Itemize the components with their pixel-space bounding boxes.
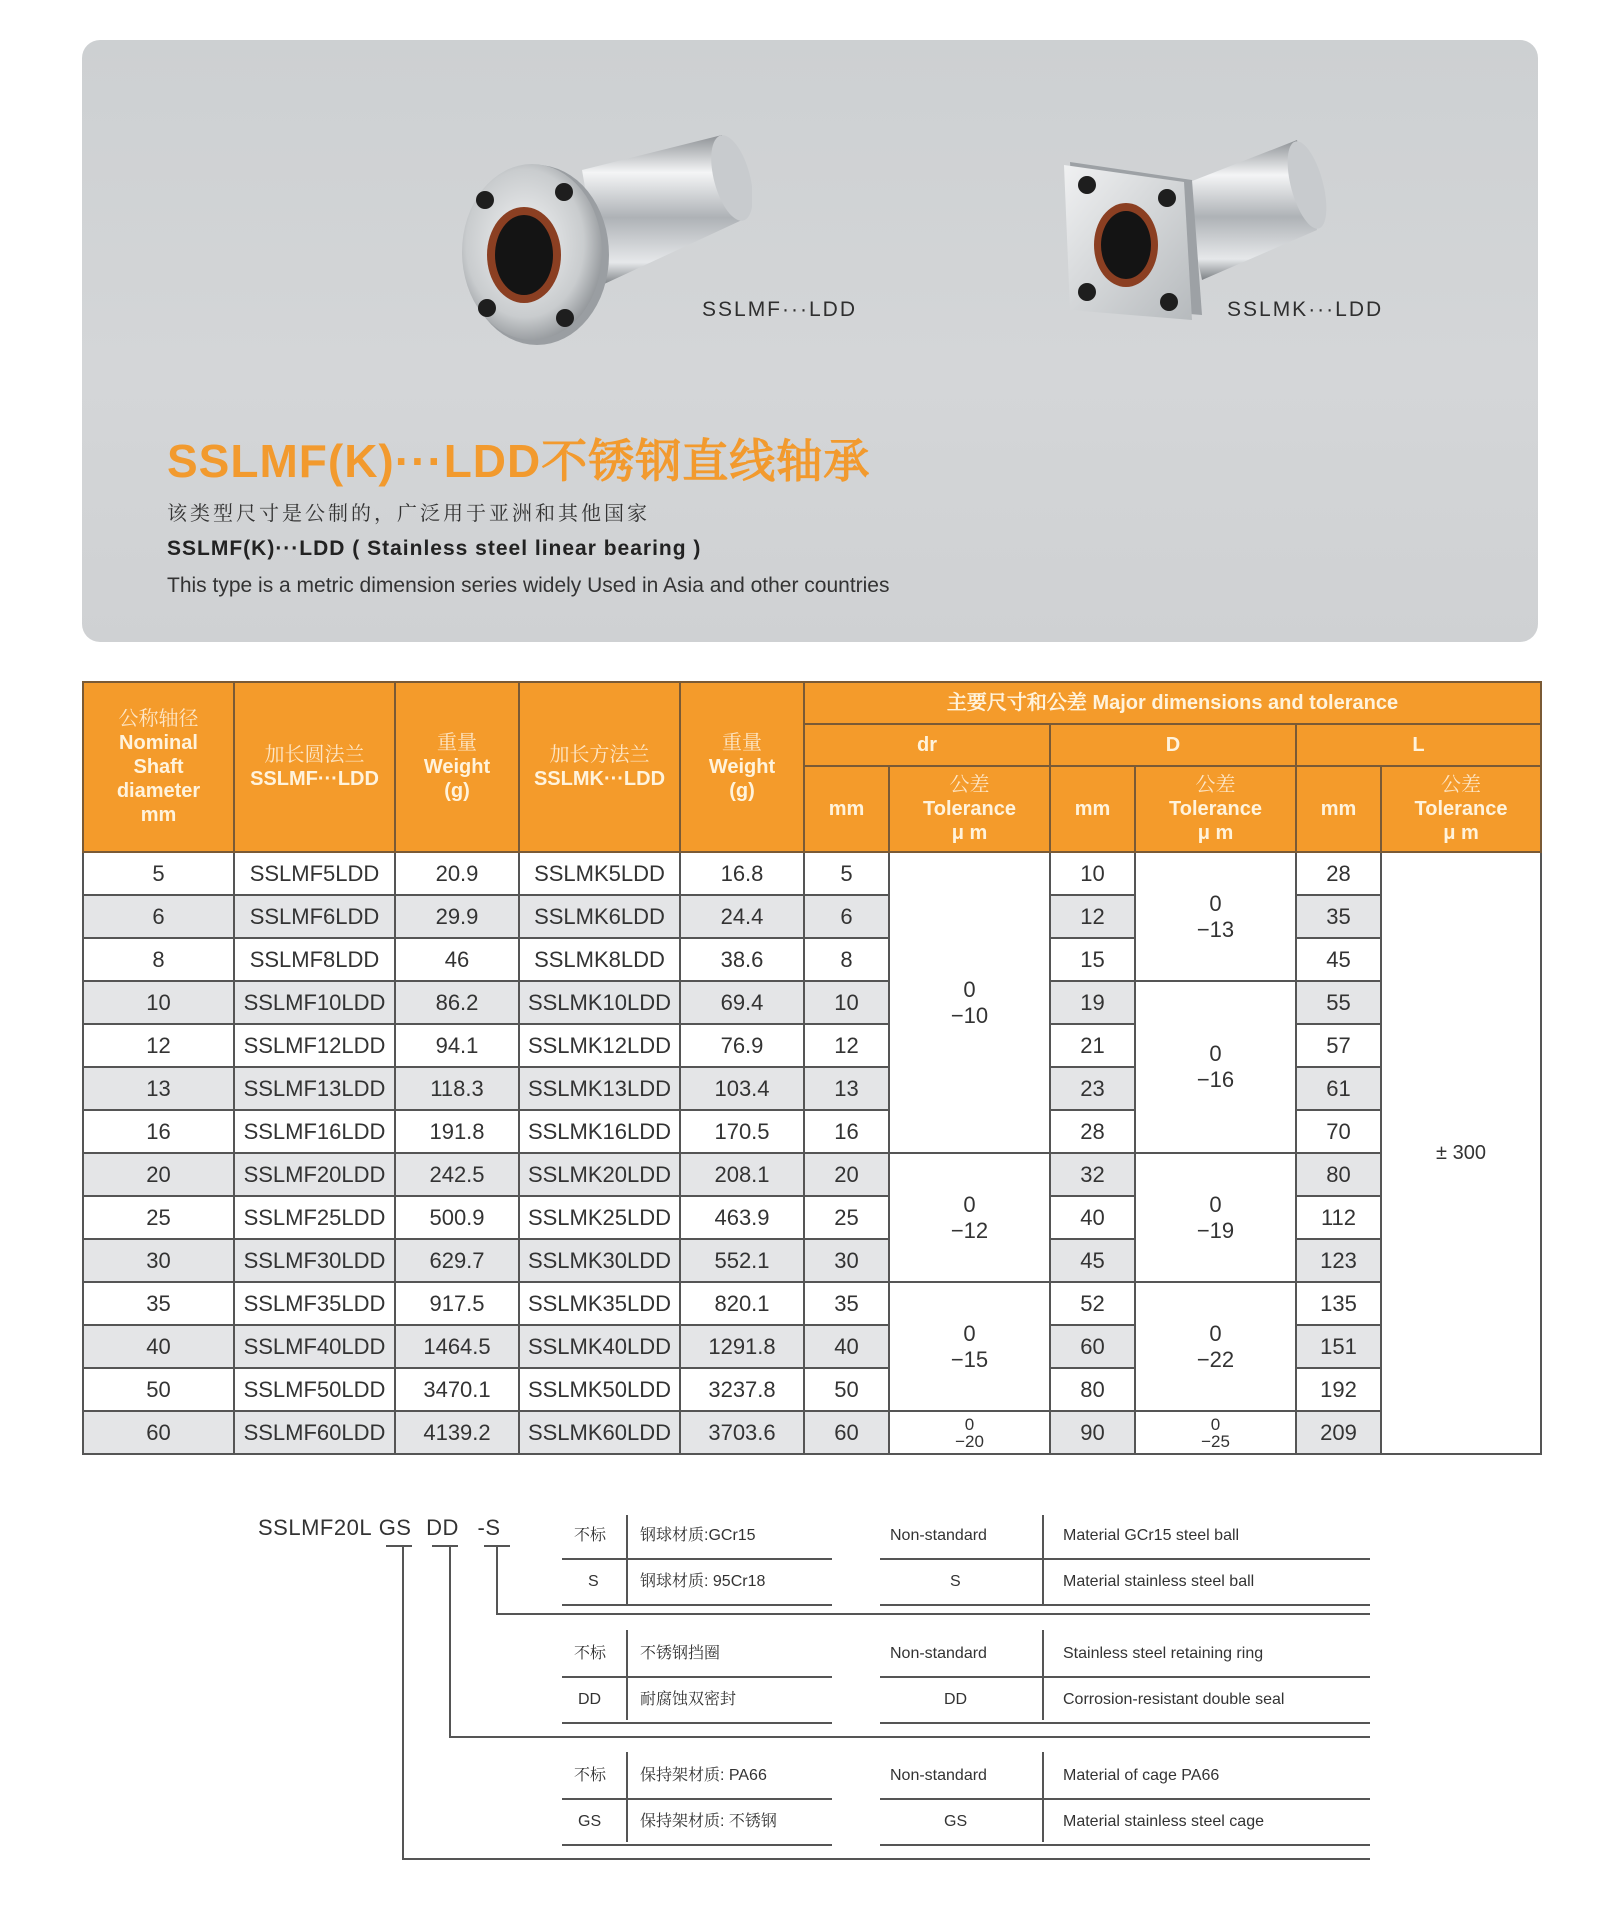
table-row (83, 1239, 1541, 1282)
cell-dr-tolerance: 0 −20 (889, 1411, 1050, 1454)
cell-square-model: SSLMK13LDD (519, 1067, 680, 1110)
table-row (83, 1067, 1541, 1110)
cell-weight-square: 24.4 (680, 895, 804, 938)
separator (1042, 1630, 1044, 1720)
header-L-mm: mm (1296, 766, 1381, 852)
product-label-sslmf: SSLMF···LDD (702, 298, 858, 321)
cell-shaft: 20 (83, 1153, 234, 1196)
cell-D: 60 (1050, 1325, 1135, 1368)
code-dd: DD (426, 1515, 459, 1540)
cell-dr-tolerance: 0 −12 (889, 1153, 1050, 1282)
cell-weight-round: 242.5 (395, 1153, 519, 1196)
cell-weight-square: 463.9 (680, 1196, 804, 1239)
cell-dr: 60 (804, 1411, 889, 1454)
subtitle-chinese: 该类型尺寸是公制的，广泛用于亚洲和其他国家 (167, 503, 650, 525)
header-D-mm: mm (1050, 766, 1135, 852)
subtitle-english-bold: SSLMF(K)···LDD ( Stainless steel linear bearing ) (167, 537, 702, 560)
cell-square-model: SSLMK40LDD (519, 1325, 680, 1368)
cell-shaft: 40 (83, 1325, 234, 1368)
cell-D: 19 (1050, 981, 1135, 1024)
cell-dr: 50 (804, 1368, 889, 1411)
cell-D-tolerance: 0 −13 (1135, 852, 1296, 981)
header-weight-square: 重量 Weight (g) (680, 682, 804, 852)
cell-L: 57 (1296, 1024, 1381, 1067)
separator (626, 1752, 628, 1842)
cell-L: 80 (1296, 1153, 1381, 1196)
cell-dr-tolerance: 0 −15 (889, 1282, 1050, 1411)
cell-shaft: 35 (83, 1282, 234, 1325)
cell-weight-round: 86.2 (395, 981, 519, 1024)
cell-dr: 20 (804, 1153, 889, 1196)
cell-shaft: 16 (83, 1110, 234, 1153)
cell-weight-round: 500.9 (395, 1196, 519, 1239)
header-dr: dr (804, 724, 1050, 766)
cell-D: 23 (1050, 1067, 1135, 1110)
cell-L: 70 (1296, 1110, 1381, 1153)
table-row (83, 1282, 1541, 1325)
cell-D-tolerance: 0 −16 (1135, 981, 1296, 1153)
cell-L: 55 (1296, 981, 1381, 1024)
option-row: S Material stainless steel ball (880, 1560, 1370, 1606)
cell-L: 135 (1296, 1282, 1381, 1325)
cell-weight-square: 1291.8 (680, 1325, 804, 1368)
header-L-tolerance: 公差 Tolerance μ m (1381, 766, 1541, 852)
designation-code (258, 1515, 501, 1541)
header-dr-mm: mm (804, 766, 889, 852)
code-gs: GS (378, 1515, 412, 1540)
cell-weight-round: 118.3 (395, 1067, 519, 1110)
cell-shaft: 30 (83, 1239, 234, 1282)
cell-D: 80 (1050, 1368, 1135, 1411)
cell-square-model: SSLMK25LDD (519, 1196, 680, 1239)
cell-dr: 12 (804, 1024, 889, 1067)
cell-weight-round: 629.7 (395, 1239, 519, 1282)
connector-s-h (496, 1613, 1370, 1615)
header-D-tolerance: 公差 Tolerance μ m (1135, 766, 1296, 852)
cell-D: 32 (1050, 1153, 1135, 1196)
cell-round-model: SSLMF40LDD (234, 1325, 395, 1368)
product-sslmk (1052, 130, 1472, 370)
cell-dr: 6 (804, 895, 889, 938)
header-shaft-diameter: 公称轴径 Nominal Shaft diameter mm (83, 682, 234, 852)
cell-round-model: SSLMF6LDD (234, 895, 395, 938)
cell-square-model: SSLMK8LDD (519, 938, 680, 981)
option-row: 不标 不锈钢挡圈 (562, 1632, 832, 1678)
header-D: D (1050, 724, 1296, 766)
table-row (83, 1196, 1541, 1239)
cell-square-model: SSLMK50LDD (519, 1368, 680, 1411)
cell-round-model: SSLMF30LDD (234, 1239, 395, 1282)
cell-shaft: 60 (83, 1411, 234, 1454)
cell-D-tolerance: 0 −19 (1135, 1153, 1296, 1282)
cell-L: 209 (1296, 1411, 1381, 1454)
square-flange-bearing-image (1052, 130, 1352, 370)
cell-round-model: SSLMF10LDD (234, 981, 395, 1024)
code-s: -S (477, 1515, 501, 1540)
cell-dr: 30 (804, 1239, 889, 1282)
cell-D: 90 (1050, 1411, 1135, 1454)
cell-dr: 40 (804, 1325, 889, 1368)
cell-weight-square: 103.4 (680, 1067, 804, 1110)
cell-D: 40 (1050, 1196, 1135, 1239)
cell-weight-round: 46 (395, 938, 519, 981)
cell-L: 35 (1296, 895, 1381, 938)
cell-weight-square: 208.1 (680, 1153, 804, 1196)
table-row (83, 938, 1541, 981)
cell-weight-square: 69.4 (680, 981, 804, 1024)
separator (1042, 1752, 1044, 1842)
underline-gs (386, 1545, 412, 1547)
option-row: 不标 保持架材质: PA66 (562, 1754, 832, 1800)
cell-shaft: 50 (83, 1368, 234, 1411)
cell-weight-round: 1464.5 (395, 1325, 519, 1368)
option-row: 不标 钢球材质:GCr15 (562, 1514, 832, 1560)
cell-shaft: 6 (83, 895, 234, 938)
cell-D: 10 (1050, 852, 1135, 895)
cell-round-model: SSLMF25LDD (234, 1196, 395, 1239)
cell-weight-round: 917.5 (395, 1282, 519, 1325)
table-row (83, 1110, 1541, 1153)
cell-round-model: SSLMF50LDD (234, 1368, 395, 1411)
cell-dr: 13 (804, 1067, 889, 1110)
separator (626, 1630, 628, 1720)
table-row (83, 1153, 1541, 1196)
option-row: Non-standard Material of cage PA66 (880, 1754, 1370, 1800)
cell-round-model: SSLMF12LDD (234, 1024, 395, 1067)
cell-L: 151 (1296, 1325, 1381, 1368)
header-major-dimensions: 主要尺寸和公差 Major dimensions and tolerance (804, 682, 1541, 724)
cell-dr: 8 (804, 938, 889, 981)
header-weight-round: 重量 Weight (g) (395, 682, 519, 852)
connector-gs-h (402, 1858, 1370, 1860)
cell-dr: 35 (804, 1282, 889, 1325)
cell-square-model: SSLMK6LDD (519, 895, 680, 938)
cell-weight-round: 94.1 (395, 1024, 519, 1067)
option-row: Non-standard Stainless steel retaining ring (880, 1632, 1370, 1678)
product-label-sslmk: SSLMK···LDD (1227, 298, 1384, 321)
cell-weight-square: 3237.8 (680, 1368, 804, 1411)
underline-dd (432, 1545, 458, 1547)
page-title: SSLMF(K)···LDD不锈钢直线轴承 (167, 435, 871, 487)
cell-round-model: SSLMF35LDD (234, 1282, 395, 1325)
cell-dr: 16 (804, 1110, 889, 1153)
cell-weight-square: 3703.6 (680, 1411, 804, 1454)
cell-shaft: 5 (83, 852, 234, 895)
cell-dr: 10 (804, 981, 889, 1024)
hero-panel (82, 40, 1538, 642)
cell-shaft: 10 (83, 981, 234, 1024)
cell-dr: 5 (804, 852, 889, 895)
underline-s (484, 1545, 510, 1547)
cell-round-model: SSLMF20LDD (234, 1153, 395, 1196)
cell-weight-round: 191.8 (395, 1110, 519, 1153)
table-row (83, 895, 1541, 938)
cell-L: 61 (1296, 1067, 1381, 1110)
table-row (83, 981, 1541, 1024)
separator (1042, 1515, 1044, 1605)
cell-weight-square: 76.9 (680, 1024, 804, 1067)
connector-gs (402, 1545, 404, 1860)
subtitle-english: This type is a metric dimension series widely Used in Asia and other countries (167, 574, 890, 597)
cell-D: 15 (1050, 938, 1135, 981)
connector-dd (449, 1545, 451, 1738)
cell-square-model: SSLMK10LDD (519, 981, 680, 1024)
cell-weight-round: 29.9 (395, 895, 519, 938)
cell-square-model: SSLMK20LDD (519, 1153, 680, 1196)
option-row: Non-standard Material GCr15 steel ball (880, 1514, 1370, 1560)
table-row (83, 1411, 1541, 1454)
cell-weight-round: 20.9 (395, 852, 519, 895)
cell-weight-square: 820.1 (680, 1282, 804, 1325)
code-base: SSLMF20L (258, 1515, 373, 1540)
cell-weight-square: 16.8 (680, 852, 804, 895)
cell-weight-round: 3470.1 (395, 1368, 519, 1411)
option-row: DD 耐腐蚀双密封 (562, 1678, 832, 1724)
header-square-flange: 加长方法兰 SSLMK···LDD (519, 682, 680, 852)
cell-shaft: 8 (83, 938, 234, 981)
cell-round-model: SSLMF16LDD (234, 1110, 395, 1153)
cell-weight-square: 170.5 (680, 1110, 804, 1153)
cell-round-model: SSLMF60LDD (234, 1411, 395, 1454)
option-row: GS 保持架材质: 不锈钢 (562, 1800, 832, 1846)
round-flange-bearing-image (452, 130, 752, 370)
cell-square-model: SSLMK60LDD (519, 1411, 680, 1454)
cell-square-model: SSLMK5LDD (519, 852, 680, 895)
option-row: GS Material stainless steel cage (880, 1800, 1370, 1846)
cell-square-model: SSLMK35LDD (519, 1282, 680, 1325)
cell-weight-square: 552.1 (680, 1239, 804, 1282)
header-round-flange: 加长圆法兰 SSLMF···LDD (234, 682, 395, 852)
cell-dr: 25 (804, 1196, 889, 1239)
cell-L: 192 (1296, 1368, 1381, 1411)
cell-square-model: SSLMK30LDD (519, 1239, 680, 1282)
dimension-table (82, 681, 1542, 1455)
header-L: L (1296, 724, 1541, 766)
cell-square-model: SSLMK16LDD (519, 1110, 680, 1153)
header-dr-tolerance: 公差 Tolerance μ m (889, 766, 1050, 852)
table-row (83, 1024, 1541, 1067)
cell-D: 45 (1050, 1239, 1135, 1282)
cell-L: 112 (1296, 1196, 1381, 1239)
connector-s (496, 1545, 498, 1615)
separator (626, 1515, 628, 1605)
option-row: DD Corrosion-resistant double seal (880, 1678, 1370, 1724)
cell-D-tolerance: 0 −22 (1135, 1282, 1296, 1411)
cell-weight-round: 4139.2 (395, 1411, 519, 1454)
table-row (83, 1325, 1541, 1368)
cell-round-model: SSLMF8LDD (234, 938, 395, 981)
cell-L: 123 (1296, 1239, 1381, 1282)
cell-shaft: 25 (83, 1196, 234, 1239)
cell-shaft: 13 (83, 1067, 234, 1110)
cell-L: 28 (1296, 852, 1381, 895)
cell-round-model: SSLMF5LDD (234, 852, 395, 895)
cell-D: 28 (1050, 1110, 1135, 1153)
table-row (83, 1368, 1541, 1411)
cell-D: 12 (1050, 895, 1135, 938)
cell-dr-tolerance: 0 −10 (889, 852, 1050, 1153)
cell-L-tolerance: ± 300 (1381, 852, 1541, 1454)
table-row (83, 852, 1541, 895)
cell-shaft: 12 (83, 1024, 234, 1067)
product-sslmf (452, 130, 858, 370)
cell-round-model: SSLMF13LDD (234, 1067, 395, 1110)
cell-D: 52 (1050, 1282, 1135, 1325)
cell-L: 45 (1296, 938, 1381, 981)
cell-D: 21 (1050, 1024, 1135, 1067)
option-row: S 钢球材质: 95Cr18 (562, 1560, 832, 1606)
connector-dd-h (449, 1736, 1370, 1738)
cell-D-tolerance: 0 −25 (1135, 1411, 1296, 1454)
cell-weight-square: 38.6 (680, 938, 804, 981)
cell-square-model: SSLMK12LDD (519, 1024, 680, 1067)
